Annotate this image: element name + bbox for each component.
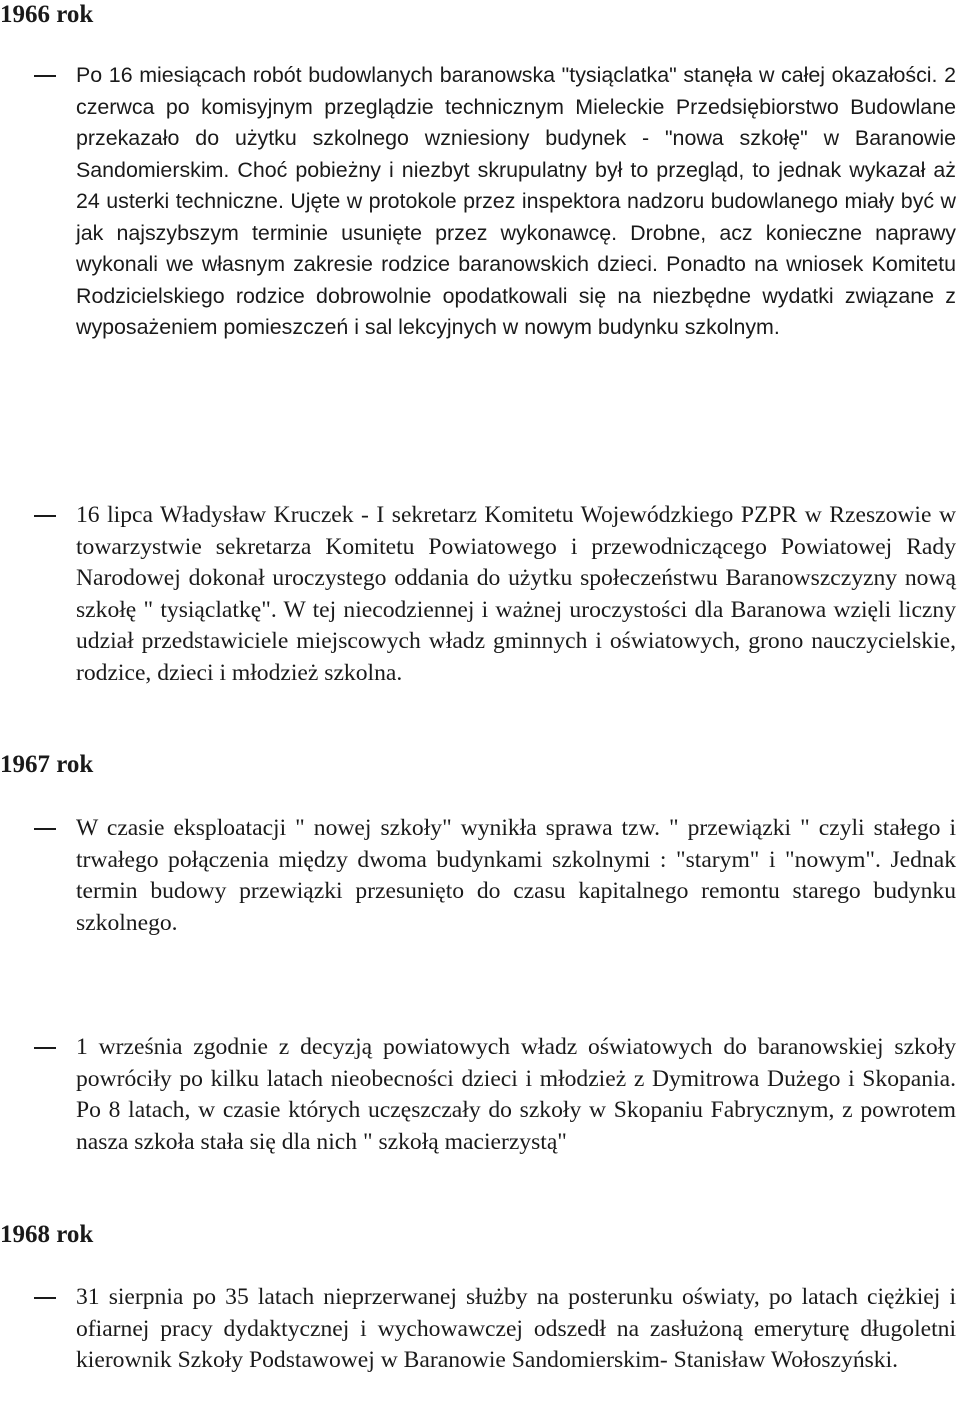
year-heading-1966: 1966 rok: [0, 1, 94, 28]
entry-text: 16 lipca Władysław Kruczek - I sekretarz Komitetu Wojewódzkiego PZPR w Rzeszowie w towarzystwie sekretarza Komitetu Powiatowego i przewodniczącego Powiatowej Rady Narodowej dokonał uroczystego oddania do użytku społeczeństwu Baranowszczyzny nową szkołę " tysiąclatkę". W tej niecodziennej i ważnej uroczystości dla Baranowa wzięli liczny udział przedstawiciele miejscowych władz gminnych i oświatowych, grono nauczycielskie, rodzice, dzieci i młodzież szkolna.: [76, 502, 956, 686]
entry-text: 31 sierpnia po 35 latach nieprzerwanej służby na posterunku oświaty, po latach ciężkiej i ofiarnej pracy dydaktycznej i wychowawczej odszedł na zasłużoną emeryturę długoletni kierownik Szkoły Podstawowej w Baranowie Sandomierskim- Stanisław Wołoszyński.: [76, 1284, 956, 1373]
bullet-dash-icon: [34, 1297, 56, 1299]
bullet-dash-icon: [34, 75, 56, 77]
entry-text: 1 września zgodnie z decyzją powiatowych władz oświatowych do baranowskiej szkoły powróciły po kilku latach nieobecności dzieci i młodzież z Dymitrowa Dużego i Skopania. Po 8 latach, w czasie których uczęszczały do szkoły w Skopaniu Fabrycznym, z powrotem nasza szkoła stała się dla nich " szkołą macierzystą": [76, 1034, 956, 1155]
year-heading-1968: 1968 rok: [0, 1221, 94, 1248]
entry-text: W czasie eksploatacji " nowej szkoły" wynikła sprawa tzw. " przewiązki " czyli stałego i trwałego połączenia między dwoma budynkami szkolnymi : "starym" i "nowym". Jednak termin budowy przewiązki przesunięto do czasu kapitalnego remontu starego budynku szkolnego.: [76, 815, 956, 936]
entry-text: Po 16 miesiącach robót budowlanych baranowska "tysiąclatka" stanęła w całej okazałości. 2 czerwca po komisyjnym przeglądzie technicznym Mieleckie Przedsiębiorstwo Budowlane przekazało do użytku szkolnego wzniesiony budynek - "nowa szkołę" w Baranowie Sandomierskim. Choć pobieżny i niezbyt skrupulatny był to przegląd, to jednak wykazał aż 24 usterki techniczne. Ujęte w protokole przez inspektora nadzoru budowlanego miały być w jak najszybszym terminie usunięte przez wykonawcę. Drobne, acz konieczne naprawy wykonali we własnym zakresie rodzice baranowskich dzieci. Ponadto na wniosek Komitetu Rodzicielskiego rodzice dobrowolnie opodatkowali się na niezbędne wydatki związane z wyposażeniem pomieszczeń i sal lekcyjnych w nowym budynku szkolnym.: [76, 63, 956, 339]
bullet-dash-icon: [34, 515, 56, 517]
year-heading-1967: 1967 rok: [0, 751, 94, 778]
bullet-dash-icon: [34, 828, 56, 830]
bullet-dash-icon: [34, 1047, 56, 1049]
